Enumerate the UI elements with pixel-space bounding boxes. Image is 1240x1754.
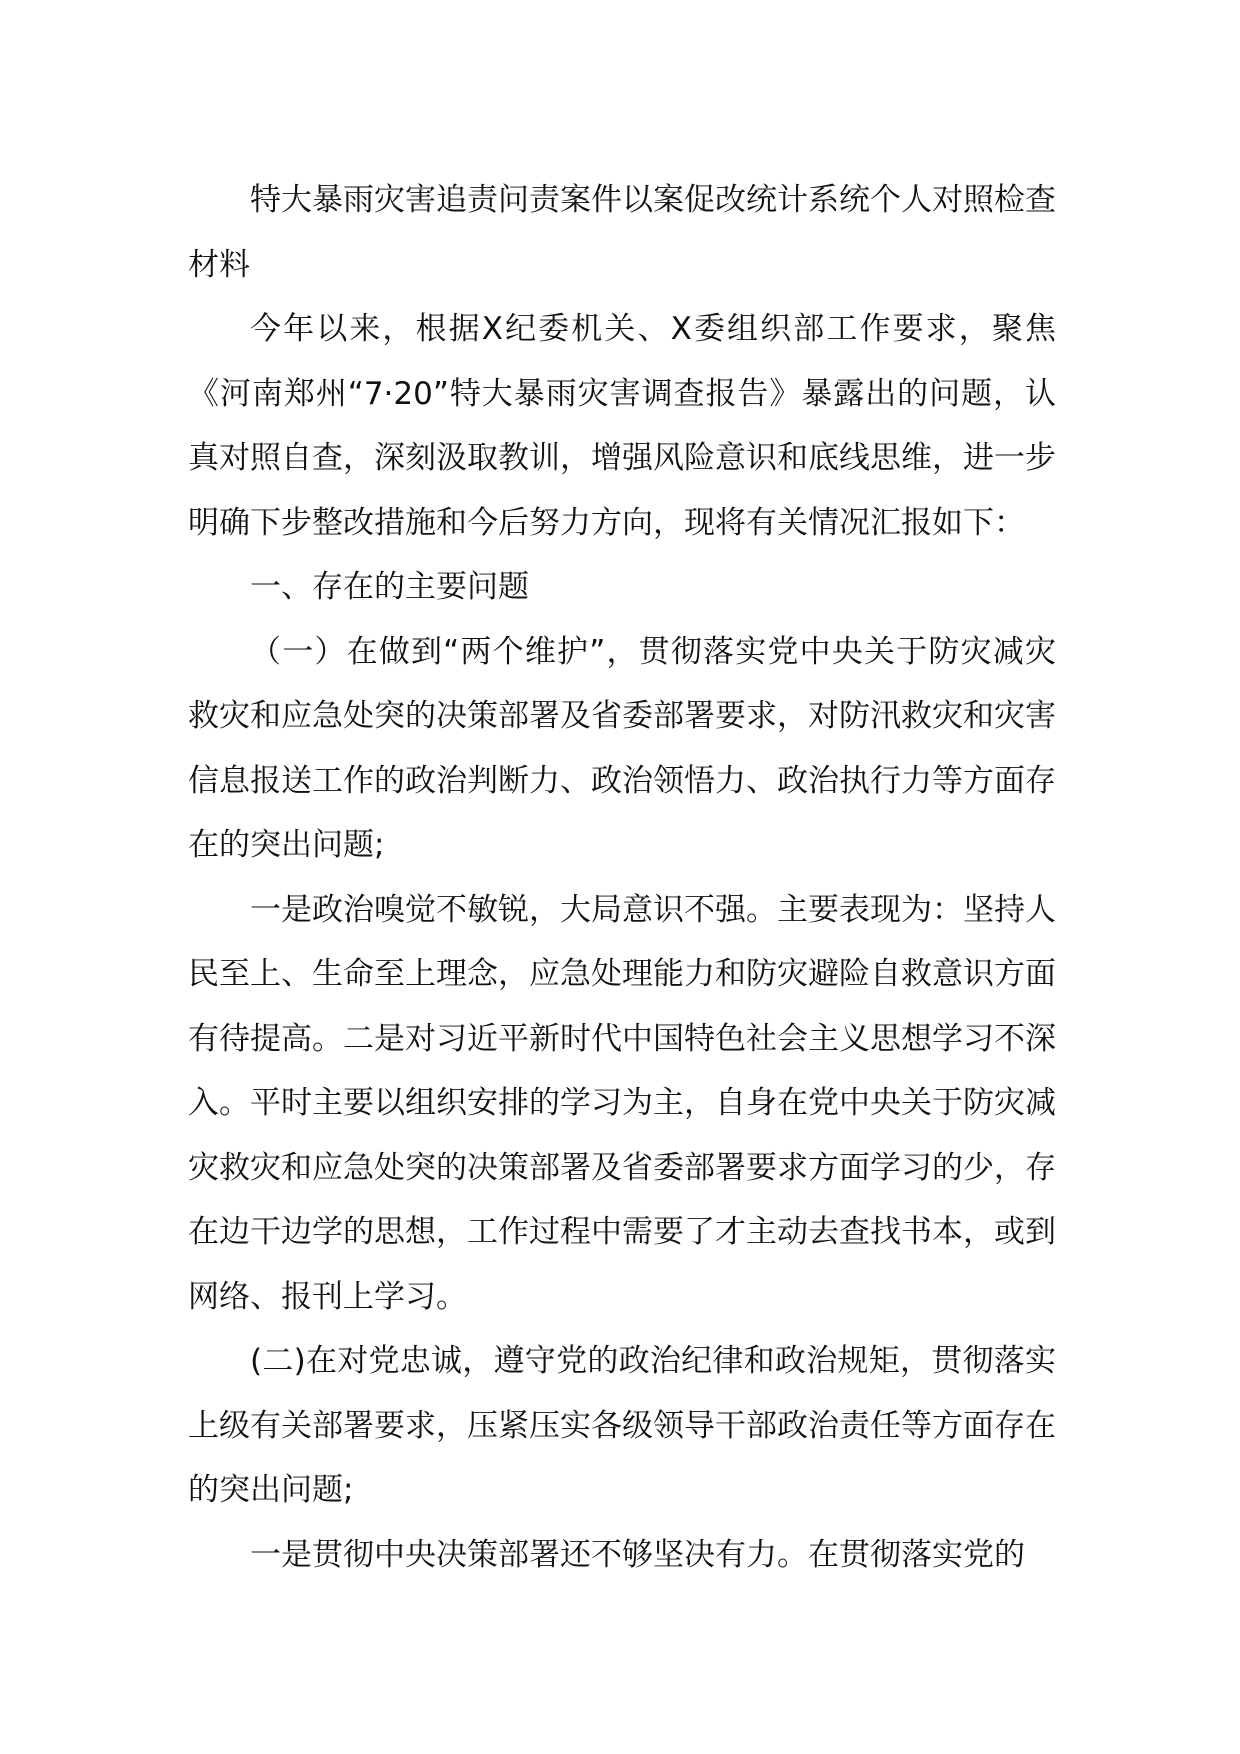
section-heading: 一、存在的主要问题 xyxy=(250,569,529,605)
item-1-heading: （一）在做到“两个维护”，贯彻落实党中央关于防灾减灾救灾和应急处突的决策部署及省委部署要求，对防汛救灾和灾害信息报送工作的政治判断力、政治领悟力、政治执行力等方面存在的突出问题; xyxy=(188,633,1056,863)
item-1-body: 一是政治嗅觉不敏锐，大局意识不强。主要表现为：坚持人民至上、生命至上理念，应急处理能力和防灾避险自救意识方面有待提高。二是对习近平新时代中国特色社会主义思想学习不深入。平时主要以组织安排的学习为主，自身在党中央关于防灾减灾救灾和应急处突的决策部署及省委部署要求方面学习的少，存在边干边学的思想，工作过程中需要了才主动去查找书本，或到网络、报刊上学习。 xyxy=(188,891,1056,1315)
document-title: 特大暴雨灾害追责问责案件以案促改统计系统个人对照检查材料 xyxy=(188,182,1056,283)
item-2-heading: (二)在对党忠诚，遵守党的政治纪律和政治规矩，贯彻落实上级有关部署要求，压紧压实各级领导干部政治责任等方面存在的突出问题; xyxy=(188,1343,1056,1508)
document-body xyxy=(188,168,1056,1587)
intro-paragraph: 今年以来，根据X纪委机关、X委组织部工作要求，聚焦《河南郑州“7·20”特大暴雨灾害调查报告》暴露出的问题，认真对照自查，深刻汲取教训，增强风险意识和底线思维，进一步明确下步整改措施和今后努力方向，现将有关情况汇报如下： xyxy=(188,311,1056,541)
item-2-body: 一是贯彻中央决策部署还不够坚决有力。在贯彻落实党的 xyxy=(250,1536,1025,1573)
